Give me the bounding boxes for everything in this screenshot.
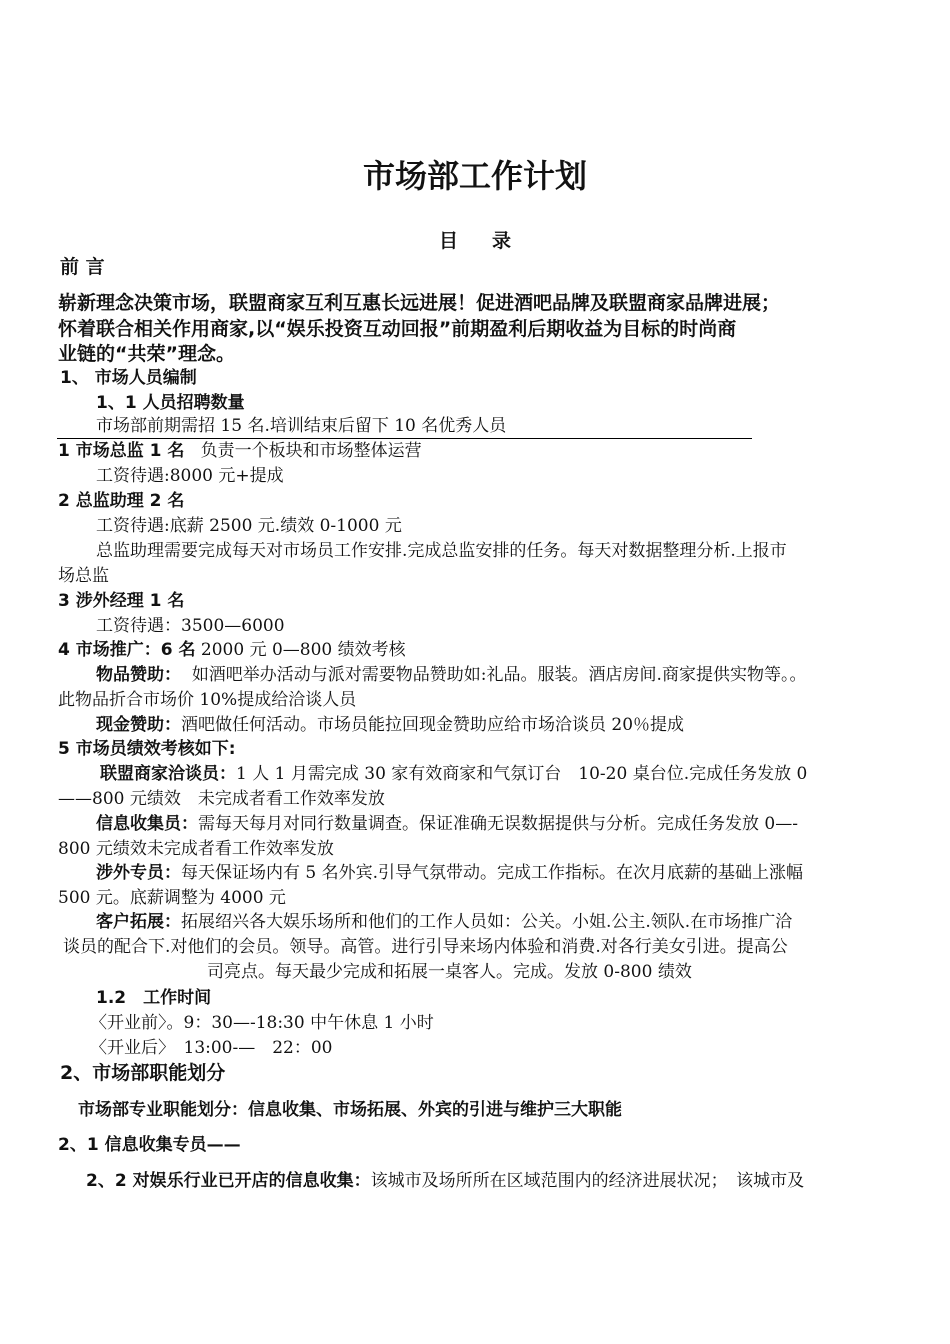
section-heading: 2、市场部职能划分 [60, 1062, 226, 1084]
promo-row [58, 639, 406, 661]
divider [57, 438, 752, 439]
director-salary: 工资待遇:8000 元+提成 [96, 466, 284, 486]
promo-label: 4 市场推广：6 名 [58, 640, 196, 660]
worktime-heading: 1.2 工作时间 [96, 988, 212, 1008]
goods-text: 此物品折合市场价 10%提成给洽谈人员 [58, 690, 357, 710]
ext-label: 涉外专员： [96, 863, 181, 883]
subsection-heading: 2、1 信息收集专员—— [58, 1135, 241, 1155]
cust-text: 拓展绍兴各大娱乐场所和他们的工作人员如：公关。小姐.公主.领队.在市场推广洽 [181, 912, 793, 932]
cust-text: 谈员的配合下.对他们的会员。领导。高管。进行引导来场内体验和消费.对各行美女引进。提高公 [63, 937, 788, 957]
assistant-duty: 场总监 [58, 566, 109, 586]
cash-label: 现金赞助： [96, 715, 181, 735]
director-label: 1 市场总监 1 名 [58, 441, 185, 461]
preface-line: 业链的“共荣”理念。 [58, 343, 235, 365]
info-text: 需每天每月对同行数量调查。保证准确无误数据提供与分析。完成任务发放 0—- [198, 814, 798, 834]
assistant-label: 2 总监助理 2 名 [58, 491, 185, 511]
function-summary: 市场部专业职能划分：信息收集、市场拓展、外宾的引进与维护三大职能 [78, 1100, 622, 1120]
assistant-salary: 工资待遇:底薪 2500 元.绩效 0-1000 元 [96, 516, 402, 536]
assistant-duty: 总监助理需要完成每天对市场员工作安排.完成总监安排的任务。每天对数据整理分析.上报市 [96, 541, 787, 561]
cust-row [96, 911, 792, 933]
recruit-text: 市场部前期需招 15 名.培训结束后留下 10 名优秀人员 [96, 416, 507, 436]
section-heading: 1、 市场人员编制 [60, 368, 197, 388]
director-row [58, 440, 422, 462]
worktime-before: 〈开业前〉。9：30—-18:30 中午休息 1 小时 [90, 1013, 434, 1033]
cust-label: 客户拓展： [96, 912, 181, 932]
alliance-label: 联盟商家洽谈员： [100, 764, 236, 784]
goods-row [96, 664, 806, 686]
cash-row [96, 714, 684, 736]
foreign-manager-salary: 工资待遇：3500—6000 [96, 616, 285, 636]
alliance-text: ——800 元绩效 未完成者看工作效率发放 [58, 789, 385, 809]
preface-line: 怀着联合相关作用商家,以“娱乐投资互动回报”前期盈利后期收益为目标的时尚商 [58, 318, 737, 340]
ext-row [96, 862, 803, 884]
info-label: 信息收集员： [96, 814, 198, 834]
preface-line: 崭新理念决策市场，联盟商家互利互惠长远进展！促进酒吧品牌及联盟商家品牌进展； [58, 292, 781, 314]
ext-text: 500 元。底薪调整为 4000 元 [58, 888, 286, 908]
info-text: 800 元绩效未完成者看工作效率发放 [58, 839, 334, 859]
ext-text: 每天保证场内有 5 名外宾.引导气氛带动。完成工作指标。在次月底薪的基础上涨幅 [181, 863, 804, 883]
director-desc: 负责一个板块和市场整体运营 [200, 441, 422, 461]
cash-text: 酒吧做任何活动。市场员能拉回现金赞助应给市场洽谈员 20％提成 [181, 715, 685, 735]
alliance-text: 1 人 1 月需完成 30 家有效商家和气氛订台 10-20 桌台位.完成任务发放 0 [236, 764, 808, 784]
info-collect-label: 2、2 对娱乐行业已开店的信息收集： [86, 1171, 371, 1191]
goods-text: 如酒吧举办活动与派对需要物品赞助如:礼品。服装。酒店房间.商家提供实物等。。 [191, 665, 807, 685]
promo-desc: 2000 元 0—800 绩效考核 [200, 640, 406, 660]
page-title: 市场部工作计划 [362, 157, 587, 195]
toc-heading: 目录 [438, 230, 545, 252]
goods-label: 物品赞助： [96, 665, 181, 685]
alliance-row [100, 763, 807, 785]
cust-text: 司亮点。每天最少完成和拓展一桌客人。完成。发放 0-800 绩效 [207, 962, 692, 982]
info-row [96, 813, 798, 835]
worktime-after: 〈开业后〉 13:00-— 22：00 [90, 1038, 333, 1058]
foreign-manager-label: 3 涉外经理 1 名 [58, 591, 185, 611]
info-collect-text: 该城市及场所所在区域范围内的经济进展状况； 该城市及 [370, 1171, 805, 1191]
subsection-heading: 1、1 人员招聘数量 [96, 393, 245, 413]
kpi-label: 5 市场员绩效考核如下: [58, 739, 236, 759]
preface-heading: 前 言 [60, 256, 105, 278]
info-collect-row [86, 1170, 804, 1192]
